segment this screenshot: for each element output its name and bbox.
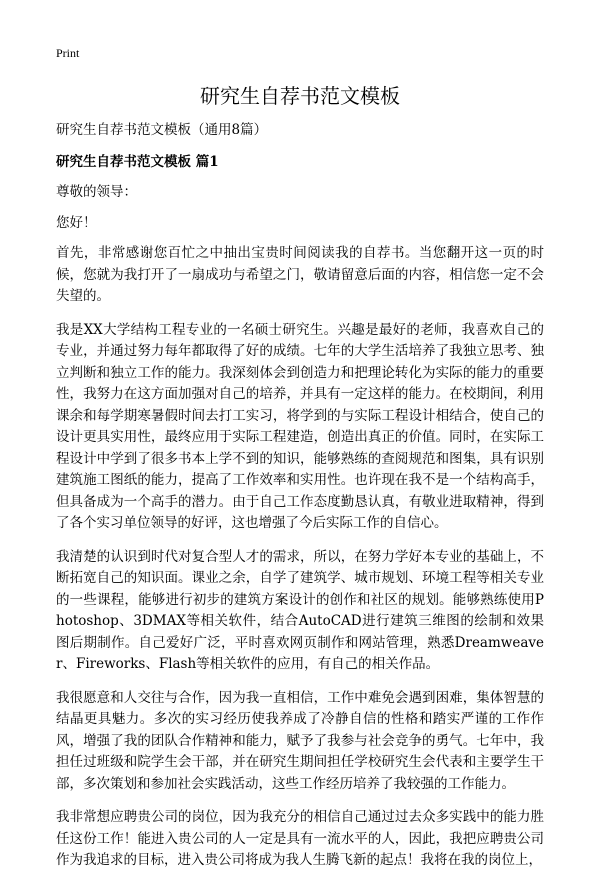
section-heading: 研究生自荐书范文模板 篇1 bbox=[56, 153, 219, 170]
print-link[interactable]: Print bbox=[56, 46, 80, 60]
article-body bbox=[56, 120, 544, 884]
article-subtitle: 研究生自荐书范文模板（通用8篇） bbox=[56, 122, 268, 138]
paragraph: 我清楚的认识到时代对复合型人才的需求，所以，在努力学好本专业的基础上，不断拓宽自己的知识面。课业之余，自学了建筑学、城市规划、环境工程等相关专业的一些课程，能够进行初步的建筑方案设计的创作和社区的规划。能够熟练使用Photoshop、3DMAX等相关软件，结合AutoCAD进行建筑三维图的绘制和效果图后期制作。自己爱好广泛，平时喜欢网页制作和网站管理，熟悉Dreamweaver、Fireworks、Flash等相关软件的应用，有自己的相关作品。 bbox=[56, 548, 544, 672]
paragraph: 我很愿意和人交往与合作，因为我一直相信，工作中难免会遇到困难，集体智慧的结晶更具魅力。多次的实习经历使我养成了冷静自信的性格和踏实严谨的工作作风，增强了我的团队合作精神和能力，赋予了我参与社会竞争的勇气。七年中，我担任过班级和院学生会干部，并在研究生期间担任学校研究生会代表和主要学生干部，多次策划和参加社会实践活动，这些工作经历培养了我较强的工作能力。 bbox=[56, 689, 544, 792]
paragraph: 我是XX大学结构工程专业的一名硕士研究生。兴趣是最好的老师，我喜欢自己的专业，并通过努力每年都取得了好的成绩。七年的大学生活培养了我独立思考、独立判断和独立工作的能力。我深刻体会到创造力和把理论转化为实际的能力的重要性，我努力在这方面加强对自己的培养，并具有一定这样的能力。在校期间，利用课余和每学期寒暑假时间去打工实习，将学到的与实际工程设计相结合，使自己的设计更具实用性，最终应用于实际工程建造，创造出真正的价值。同时，在实际工程设计中学到了很多书本上学不到的知识，能够熟练的查阅规范和图集，具有识别建筑施工图纸的能力，提高了工作效率和实用性。也许现在我不是一个结构高手，但具备成为一个高手的潜力。由于自己工作态度勤恳认真，有敬业进取精神，得到了各个实习单位领导的好评，这也增强了今后实际工作的自信心。 bbox=[56, 321, 544, 531]
greeting: 您好！ bbox=[56, 214, 97, 231]
paragraph: 首先，非常感谢您百忙之中抽出宝贵时间阅读我的自荐书。当您翻开这一页的时候，您就为我打开了一扇成功与希望之门，敬请留意后面的内容，相信您一定不会失望的。 bbox=[56, 245, 544, 304]
page-title: 研究生自荐书范文模板 bbox=[200, 84, 400, 108]
paragraph: 我非常想应聘贵公司的岗位，因为我充分的相信自己通过过去众多实践中的能力胜任这份工作！能进入贵公司的人一定是具有一流水平的人，因此，我把应聘贵公司作为我追求的目标，进入贵公司将成为我人生腾飞新的起点！我将在我的岗位上， bbox=[56, 809, 544, 868]
salutation: 尊敬的领导： bbox=[56, 184, 137, 200]
